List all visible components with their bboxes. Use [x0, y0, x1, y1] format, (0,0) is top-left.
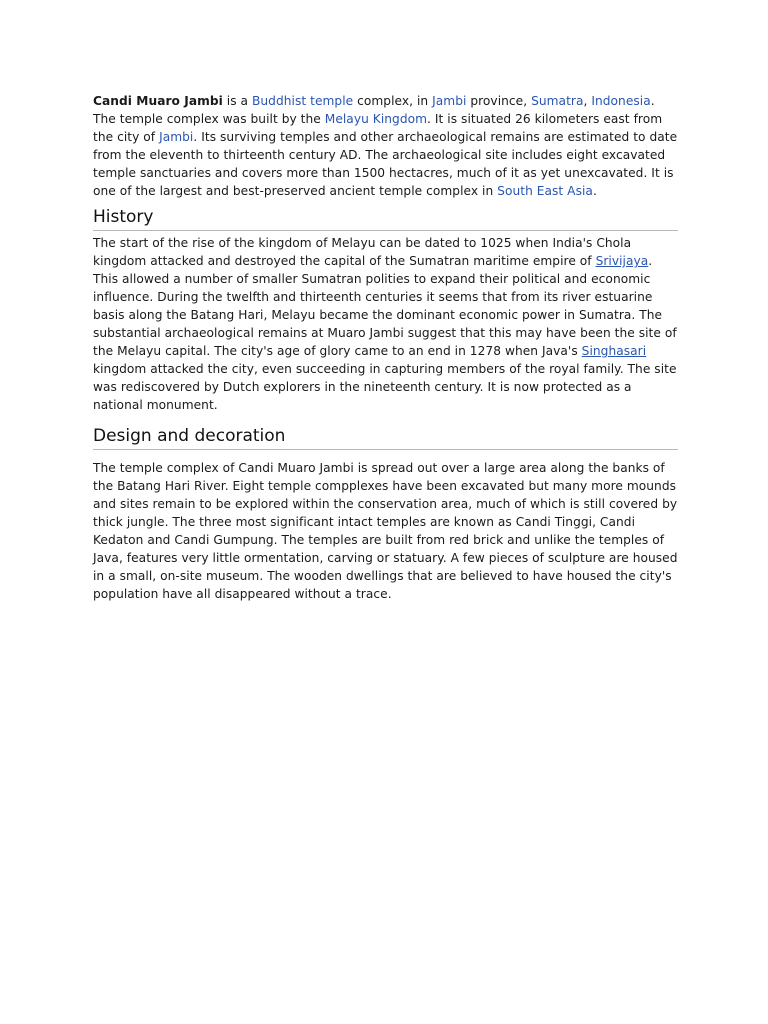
link-jambi-city[interactable]: Jambi	[159, 130, 194, 144]
link-melayu-kingdom[interactable]: Melayu Kingdom	[324, 112, 428, 126]
intro-paragraph	[93, 92, 678, 200]
link-buddhist-temple[interactable]: Buddhist temple	[252, 94, 354, 108]
article-subject: Candi Muaro Jambi	[93, 94, 223, 108]
history-text: . This allowed a number of smaller Sumatran polities to expand their political and economic influence. During the twelfth and thirteenth centuries it seems that from its river estuarine basis along the Batang Hari, Melayu became the dominant economic power in Sumatra. The substantial archaeological remains at Muaro Jambi suggest that this may have been the site of the Melayu capital. The city's age of glory came to an end in 1278 when Java's	[93, 254, 677, 358]
link-sumatra[interactable]: Sumatra	[531, 94, 584, 108]
intro-text: . The temple complex was built by the	[93, 94, 655, 126]
history-heading: History	[93, 206, 678, 231]
design-heading: Design and decoration	[93, 425, 678, 450]
document-page	[93, 92, 678, 603]
history-text: kingdom attacked the city, even succeeding in capturing members of the royal family. The site was rediscovered by Dutch explorers in the nineteenth century. It is now protected as a national monument.	[93, 362, 677, 412]
intro-text: complex, in	[353, 94, 433, 108]
history-text: The start of the rise of the kingdom of Melayu can be dated to 1025 when India's Chola kingdom attacked and destroyed the capital of the Sumatran maritime empire of	[93, 236, 632, 268]
link-singhasari[interactable]: Singhasari	[581, 344, 647, 358]
design-paragraph: The temple complex of Candi Muaro Jambi is spread out over a large area along the banks of the Batang Hari River. Eight temple compplexes have been excavated but many more mounds and sites remain to be explored within the conservation area, much of which is still covered by thick jungle. The three most significant intact temples are known as Candi Tinggi, Candi Kedaton and Candi Gumpung. The temples are built from red brick and unlike the temples of Java, features very little ormentation, carving or statuary. A few pieces of sculpture are housed in a small, on-site museum. The wooden dwellings that are believed to have housed the city's population have all disappeared without a trace.	[93, 461, 678, 601]
intro-text: ,	[583, 94, 592, 108]
link-indonesia[interactable]: Indonesia	[591, 94, 651, 108]
intro-text: is a	[222, 94, 252, 108]
intro-text: . Its surviving temples and other archaeological remains are estimated to date from the eleventh to thirteenth century AD. The archaeological site includes eight excavated temple sanctuaries and covers more than 1500 hectacres, much of it as yet unexcavated. It is one of the largest and best-preserved ancient temple complex in	[93, 130, 678, 198]
history-paragraph	[93, 234, 678, 414]
link-jambi[interactable]: Jambi	[432, 94, 467, 108]
link-srivijaya[interactable]: Srivijaya	[595, 254, 649, 268]
intro-text: .	[592, 184, 597, 198]
intro-text: . It is situated 26 kilometers east from the city of	[93, 112, 663, 144]
link-south-east-asia[interactable]: South East Asia	[497, 184, 593, 198]
intro-text: province,	[466, 94, 532, 108]
